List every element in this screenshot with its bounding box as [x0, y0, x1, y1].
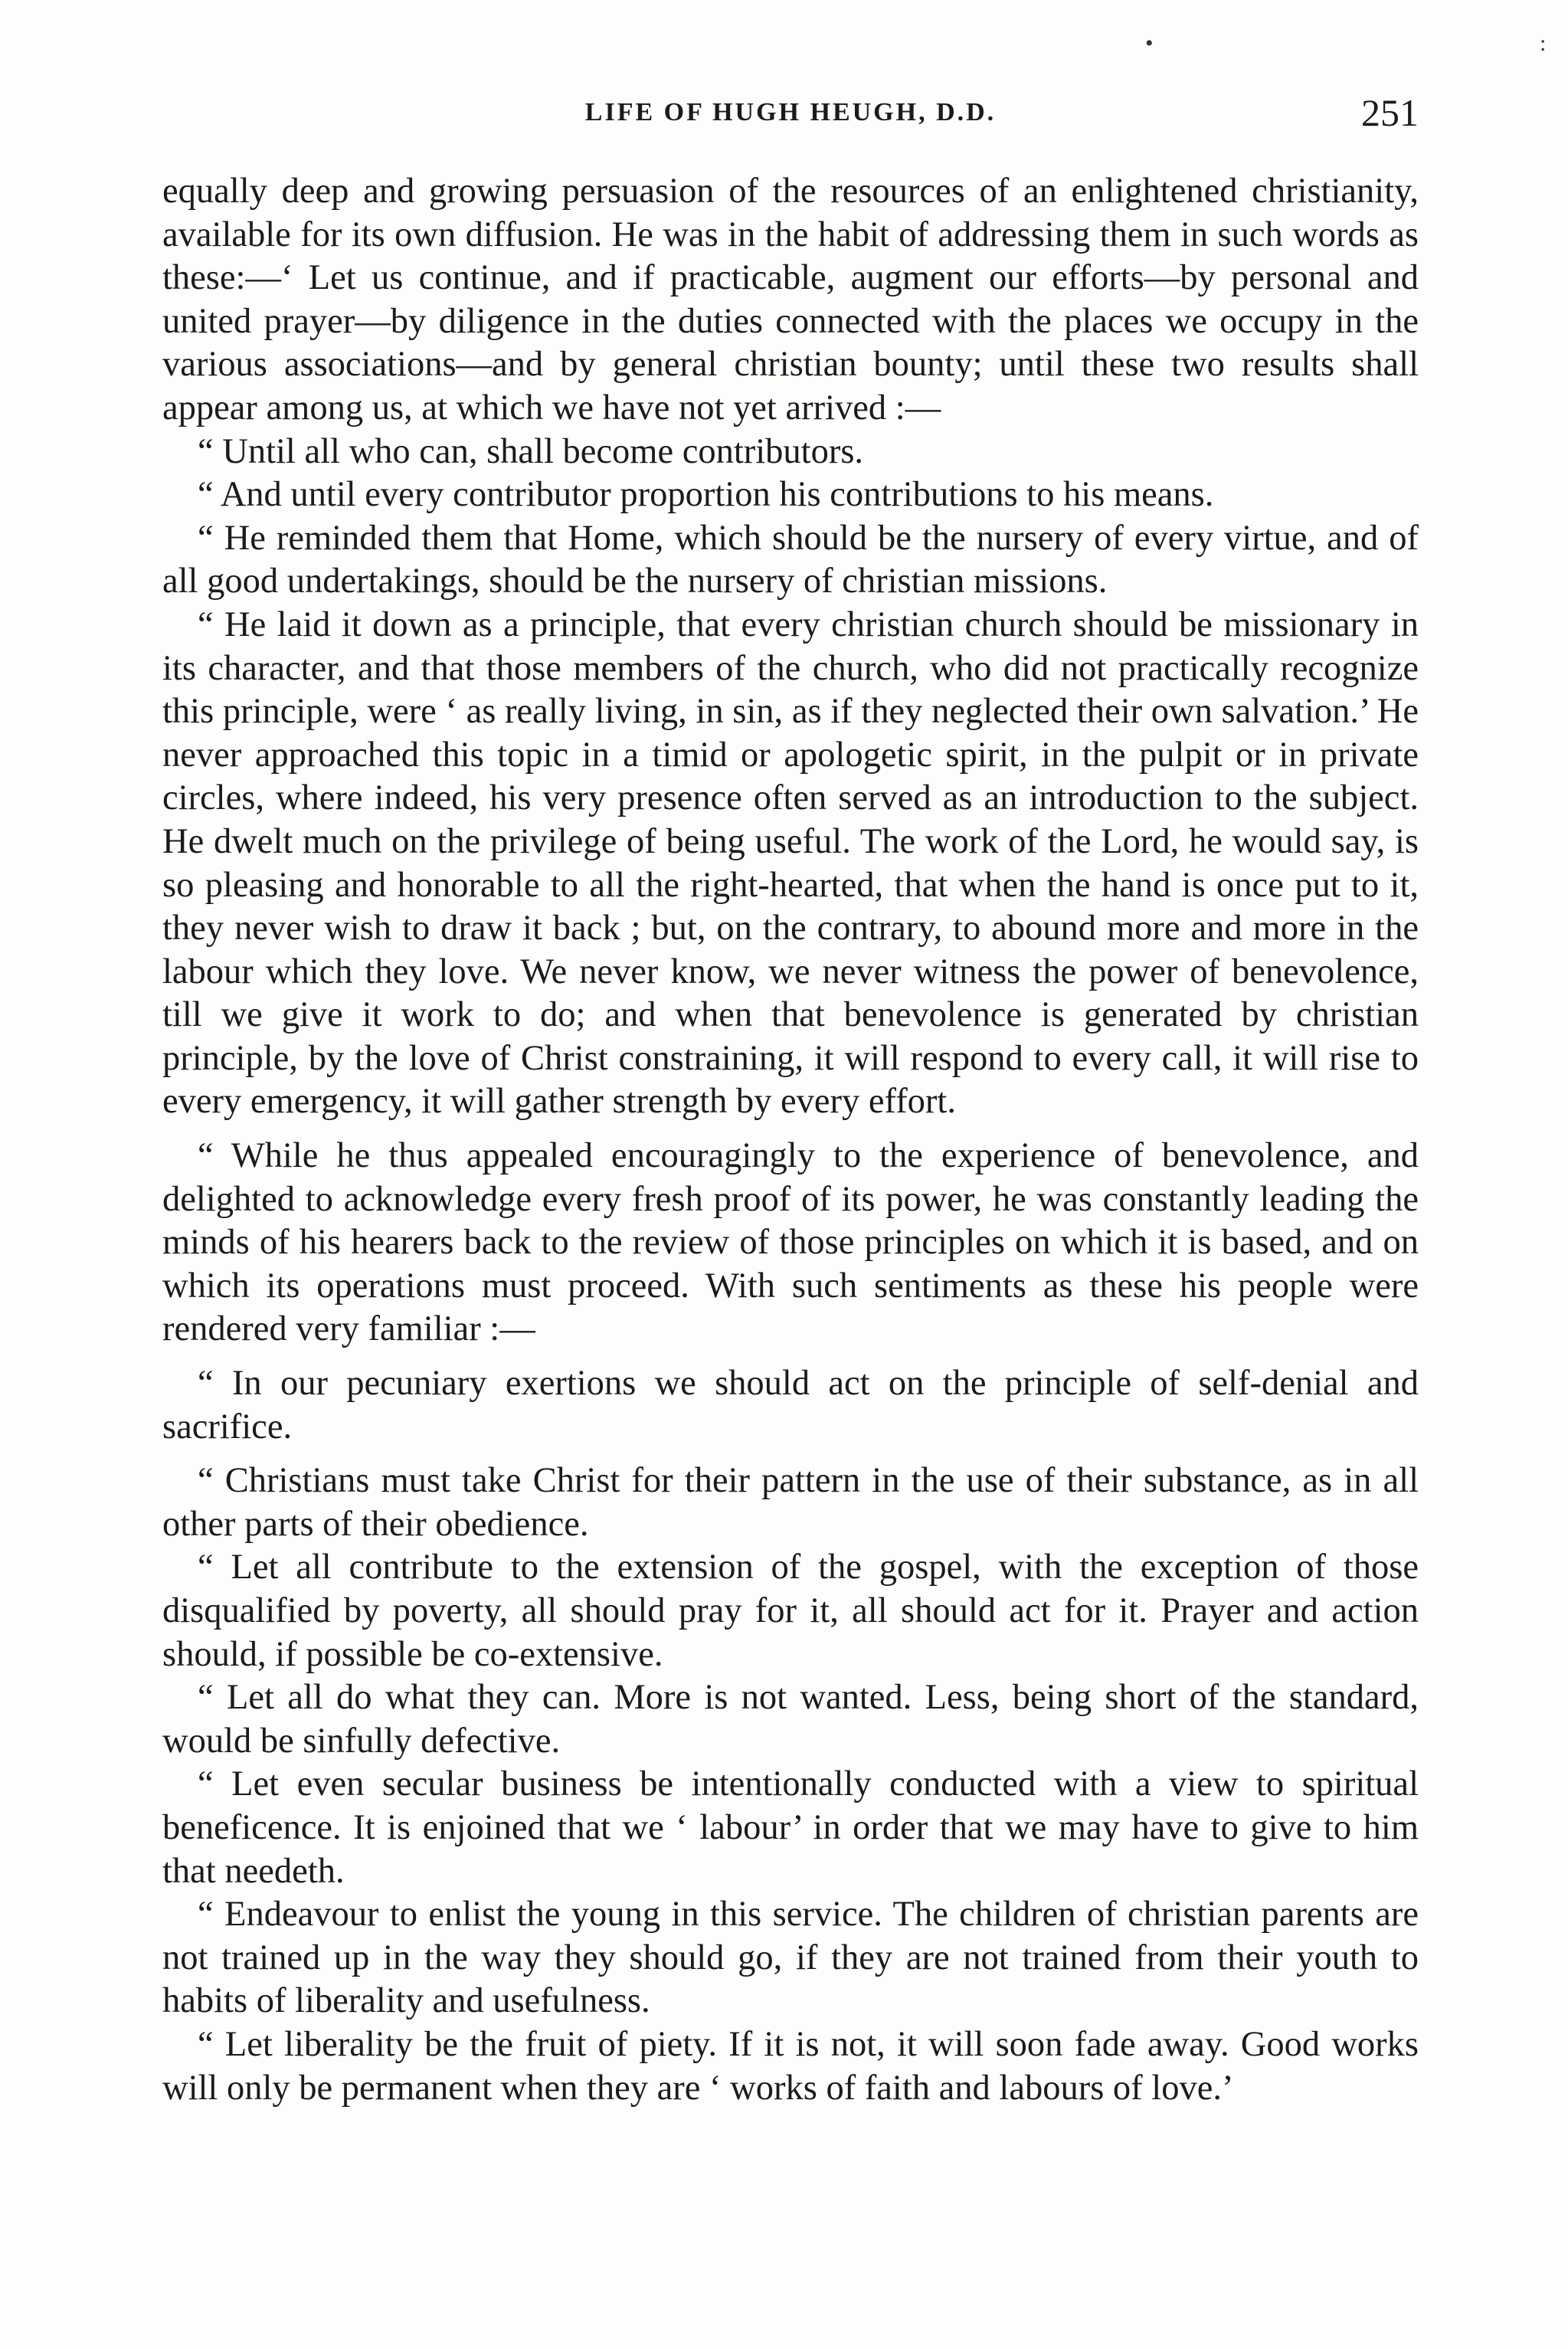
page-header [162, 90, 1419, 144]
page-number: 251 [1361, 91, 1419, 134]
paragraph-2: “ Until all who can, shall become contributors. [198, 431, 864, 471]
edge-mark: : [1540, 31, 1547, 56]
paragraph-3: “ And until every contributor proportion his contributions to his means. [198, 475, 1214, 515]
paragraph-1: equally deep and growing persuasion of the resources of an enlightened christianity, available for its own diffusion. He was in the habit of addressing them in such words as these:—‘ Let us continue, and if practicable, augment our efforts—by personal and united prayer—by diligence in the duties connected with the places we occupy in the various associations—and by general christian bounty; until these two results shall appear among us, at which we have not yet arrived :— [162, 172, 1419, 428]
paragraph-9: “ Let all contribute to the extension of the gospel, with the exception of those disqualified by poverty, all should pray for it, all should act for it. Prayer and action should, if possible be co-extensive. [162, 1548, 1419, 1674]
running-title: LIFE OF HUGH HEUGH, D.D. [584, 98, 997, 126]
paragraph-7: “ In our pecuniary exertions we should act on the principle of self-denial and sacrifice. [162, 1364, 1419, 1446]
paragraph-8: “ Christians must take Christ for their pattern in the use of their substance, as in all other parts of their obedience. [162, 1461, 1419, 1544]
paragraph-12: “ Endeavour to enlist the young in this service. The children of christian parents are not trained up in the way they should go, if they are not trained from their youth to habits of liberality and usefulness. [162, 1895, 1419, 2021]
paragraph-6: “ While he thus appealed encouragingly to the experience of benevolence, and delighted to acknowledge every fresh proof of its power, he was constantly leading the minds of his hearers back to the review of those principles on which it is based, and on which its operations must proceed. With such sentiments as these his people were rendered very familiar :— [162, 1136, 1419, 1349]
paragraph-5: “ He laid it down as a principle, that every christian church should be missionary in its character, and that those members of the church, who did not practically recognize this principle, were ‘ as really living, in sin, as if they neglected their own salvation.’ He never approached this topic in a timid or apologetic spirit, in the pulpit or in private circles, where indeed, his very presence often served as an introduction to the subject. He dwelt much on the privilege of being useful. The work of the Lord, he would say, is so pleasing and honorable to all the right-hearted, that when the hand is once put to it, they never wish to draw it back ; but, on the contrary, to abound more and more in the labour which they love. We never know, we never witness the power of benevolence, till we give it work to do; and when that benevolence is generated by christian principle, by the love of Christ constraining, it will respond to every call, it will rise to every emergency, it will gather strength by every effort. [162, 604, 1419, 1122]
top-dot-mark: • [1145, 31, 1154, 56]
paragraph-4: “ He reminded them that Home, which should be the nursery of every virtue, and of all good undertakings, should be the nursery of christian missions. [162, 518, 1419, 601]
paragraph-11: “ Let even secular business be intentionally conducted with a view to spiritual beneficence. It is enjoined that we ‘ labour’ in order that we may have to give to him that needeth. [162, 1764, 1419, 1891]
paragraph-13: “ Let liberality be the fruit of piety. If it is not, it will soon fade away. Good works will only be permanent when they are ‘ works of faith and labours of love.’ [162, 2024, 1419, 2108]
body-text [162, 170, 1419, 2110]
paragraph-10: “ Let all do what they can. More is not wanted. Less, being short of the standard, would be sinfully defective. [162, 1678, 1419, 1761]
